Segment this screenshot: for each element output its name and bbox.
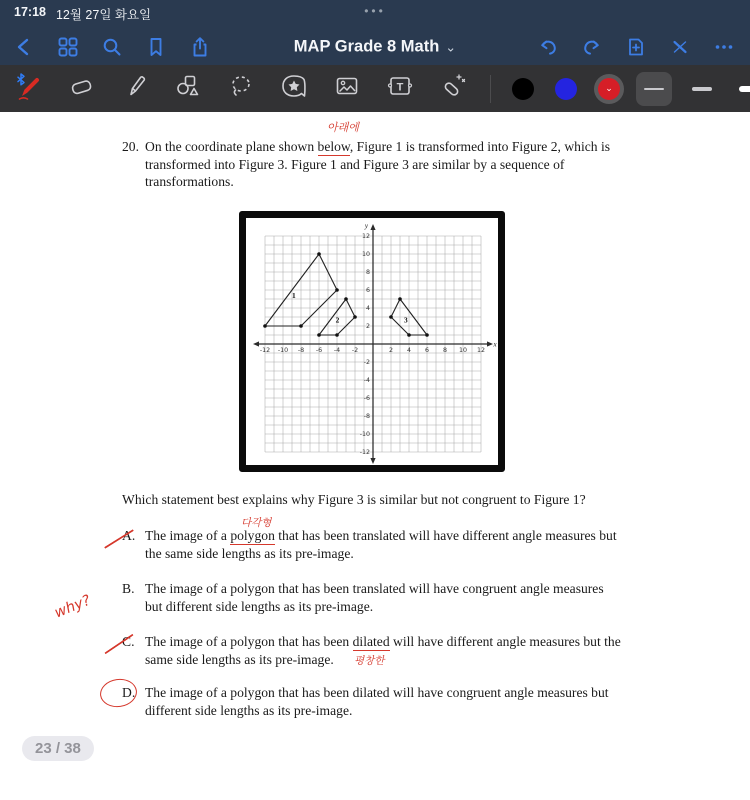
notebook-page (0, 112, 750, 800)
question-line-2: transformed into Figure 3. Figure 1 and Figure 3 are similar by a sequence of (145, 156, 565, 172)
page-indicator[interactable]: 23 / 38 (22, 736, 94, 761)
svg-text:y: y (364, 222, 368, 230)
svg-text:-10: -10 (359, 431, 370, 439)
chevron-down-icon: ⌄ (445, 39, 457, 55)
thin-stroke-icon (644, 88, 664, 90)
close-icon (669, 36, 691, 58)
stroke-width-thick-button[interactable] (732, 72, 750, 106)
svg-text:2: 2 (335, 315, 340, 325)
eraser-tool-button[interactable] (69, 74, 95, 104)
image-tool-button[interactable] (334, 74, 360, 104)
question-line-1: On the coordinate plane shown below, Figure 1 is transformed into Figure 2, which is (145, 139, 611, 154)
share-button[interactable] (188, 35, 212, 59)
pen-icon (15, 71, 43, 106)
svg-text:6: 6 (424, 347, 430, 355)
document-title: MAP Grade 8 Math (293, 37, 440, 55)
choice-d-letter: D. (122, 685, 136, 700)
back-button[interactable] (12, 35, 36, 59)
share-icon (189, 36, 211, 58)
svg-text:4: 4 (365, 305, 370, 313)
svg-text:-2: -2 (363, 359, 370, 367)
nav-bar (0, 28, 750, 65)
thumbnails-button[interactable] (56, 35, 80, 59)
svg-text:-4: -4 (363, 377, 370, 385)
choice-b-letter: B. (122, 581, 135, 596)
svg-text:4: 4 (406, 347, 412, 355)
svg-text:-8: -8 (297, 347, 305, 355)
question-number: 20. (122, 139, 139, 154)
shapes-tool-button[interactable] (175, 74, 201, 104)
svg-text:x: x (493, 340, 497, 349)
prompt-text: Which statement best explains why Figure 3 is similar but not congruent to Figure 1? (122, 492, 586, 507)
svg-text:2: 2 (388, 347, 394, 355)
choice-a-letter: A. (122, 528, 136, 543)
chevron-left-icon (13, 36, 35, 58)
annotation-korean-polygon: 다각형 (241, 517, 272, 529)
color-swatch-red[interactable] (594, 74, 624, 104)
grid-icon (57, 36, 79, 58)
search-icon (101, 36, 123, 58)
svg-text:12: 12 (361, 233, 370, 241)
undo-button[interactable] (536, 35, 560, 59)
more-button[interactable] (712, 35, 736, 59)
text-icon (386, 73, 414, 104)
multitask-indicator-icon[interactable]: ••• (364, 4, 386, 18)
svg-text:6: 6 (365, 287, 370, 295)
svg-text:1: 1 (291, 291, 296, 301)
question-line-3: transformations. (145, 174, 234, 190)
image-icon (334, 73, 360, 104)
laser-pointer-icon (439, 73, 467, 104)
svg-text:3: 3 (403, 315, 408, 325)
choice-b: B. The image of a polygon that has been translated will have congruent angle measures but different side lengths as its pre-image. (122, 581, 604, 614)
sticker-tool-button[interactable] (281, 74, 307, 104)
stroke-width-medium-button[interactable] (684, 72, 720, 106)
thick-stroke-icon (739, 86, 750, 92)
svg-text:-6: -6 (315, 347, 323, 355)
svg-text:-2: -2 (351, 347, 359, 355)
underlined-word-polygon: polygon (230, 528, 275, 543)
lasso-tool-button[interactable] (228, 74, 254, 104)
search-button[interactable] (100, 35, 124, 59)
redo-icon (581, 36, 603, 58)
ellipsis-icon (713, 36, 735, 58)
svg-text:12: 12 (476, 347, 486, 355)
svg-text:-6: -6 (363, 395, 370, 403)
add-page-button[interactable] (624, 35, 648, 59)
svg-text:8: 8 (365, 269, 370, 277)
chevron-down-icon: ⌄ (605, 83, 613, 93)
svg-text:10: 10 (361, 251, 370, 259)
annotation-korean-below: 아래에 (327, 121, 359, 134)
document-title-button[interactable] (294, 37, 456, 56)
pen-tool-button[interactable] (16, 74, 42, 104)
choice-d: D. The image of a polygon that has been dilated will have congruent angle measures but different side lengths as its pre-image. (122, 685, 609, 718)
svg-text:T: T (396, 81, 404, 94)
annotation-korean-dilated: 평창한 (354, 655, 385, 667)
bookmark-button[interactable] (144, 35, 168, 59)
stroke-width-thin-button[interactable] (636, 72, 672, 106)
bookmark-icon (145, 36, 167, 58)
pen-toolbar (0, 65, 750, 112)
medium-stroke-icon (692, 87, 712, 91)
color-swatch-black[interactable] (512, 78, 534, 100)
status-time: 17:18 (14, 5, 46, 19)
eraser-icon (69, 73, 95, 104)
svg-text:8: 8 (442, 347, 448, 355)
close-button[interactable] (668, 35, 692, 59)
svg-text:-4: -4 (333, 347, 341, 355)
choice-c: C. The image of a polygon that has been dilated will have different angle measures but the same side lengths as its pre-image. (122, 634, 621, 667)
annotation-why: why? (52, 592, 93, 622)
redo-button[interactable] (580, 35, 604, 59)
underlined-word-below: below (317, 139, 350, 154)
color-swatch-blue[interactable] (555, 78, 577, 100)
lasso-icon (228, 73, 254, 104)
toolbar-divider (490, 75, 491, 103)
coordinate-plane-figure (239, 211, 505, 472)
underlined-word-dilated: dilated (352, 634, 390, 649)
question-block (122, 138, 610, 191)
status-date: 12월 27일 화요일 (55, 8, 152, 22)
choice-c-letter: C. (122, 634, 135, 649)
highlighter-tool-button[interactable] (122, 74, 148, 104)
text-tool-button[interactable] (387, 74, 413, 104)
svg-text:-12: -12 (359, 449, 370, 457)
svg-text:-10: -10 (277, 347, 289, 355)
svg-text:-8: -8 (363, 413, 370, 421)
svg-text:2: 2 (365, 323, 370, 331)
shapes-icon (175, 73, 201, 104)
highlighter-icon (122, 73, 148, 104)
svg-text:10: 10 (458, 347, 468, 355)
laser-pointer-tool-button[interactable] (440, 74, 466, 104)
add-page-icon (625, 36, 647, 58)
svg-text:-12: -12 (259, 347, 271, 355)
status-bar (0, 0, 750, 28)
undo-icon (537, 36, 559, 58)
coordinate-plane-svg (246, 218, 498, 465)
choice-a: A. The image of a polygon that has been translated will have different angle measures but the same side lengths as its pre-image. (122, 528, 617, 561)
sticker-star-icon (280, 73, 308, 104)
